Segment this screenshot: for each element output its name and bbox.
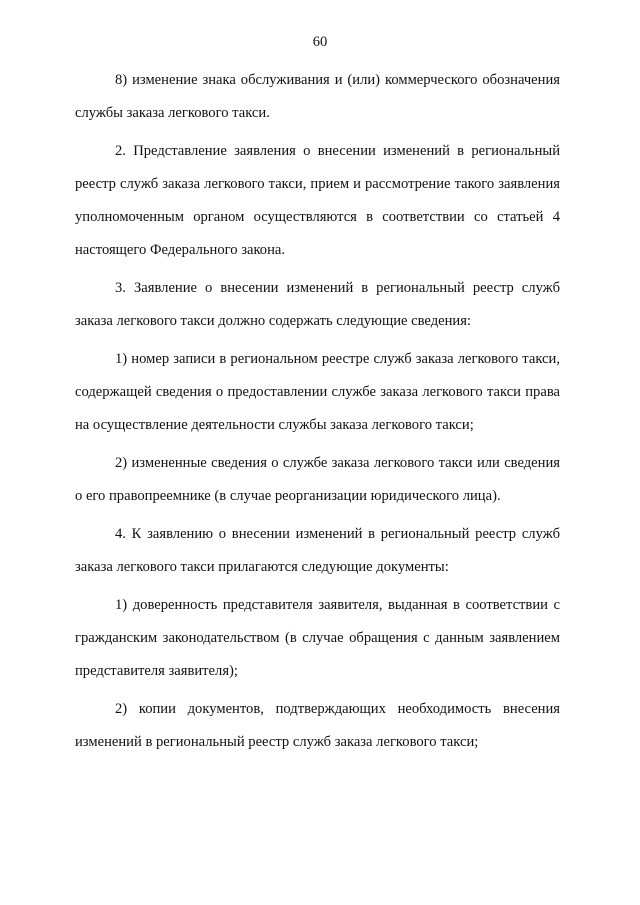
page-number: 60: [312, 34, 328, 50]
paragraph-item-8: 8) изменение знака обслуживания и (или) коммерческого обозначения службы заказа легкового такси.: [75, 72, 560, 121]
paragraph-section-2: 2. Представление заявления о внесении изменений в региональный реестр служб заказа легкового такси, прием и рассмотрение такого заявления уполномоченным органом осуществляются в соответствии со статьей 4 настоящего Федерального закона.: [75, 143, 560, 258]
paragraph-item-2-document-copies: 2) копии документов, подтверждающих необходимость внесения изменений в региональный реестр служб заказа легкового такси;: [75, 701, 560, 750]
document-body: [75, 64, 560, 764]
paragraph-item-1-record-number: 1) номер записи в региональном реестре служб заказа легкового такси, содержащей сведения о предоставлении службе заказа легкового такси права на осуществление деятельности службы заказа легкового такси;: [75, 351, 560, 433]
paragraph-item-2-changed-info: 2) измененные сведения о службе заказа легкового такси или сведения о его правопреемнике (в случае реорганизации юридического лица).: [75, 455, 560, 504]
paragraph-item-1-power-of-attorney: 1) доверенность представителя заявителя, выданная в соответствии с гражданским законодательством (в случае обращения с данным заявлением представителя заявителя);: [75, 597, 560, 679]
paragraph-section-3: 3. Заявление о внесении изменений в региональный реестр служб заказа легкового такси должно содержать следующие сведения:: [75, 280, 560, 329]
paragraph-section-4: 4. К заявлению о внесении изменений в региональный реестр служб заказа легкового такси прилагаются следующие документы:: [75, 526, 560, 575]
